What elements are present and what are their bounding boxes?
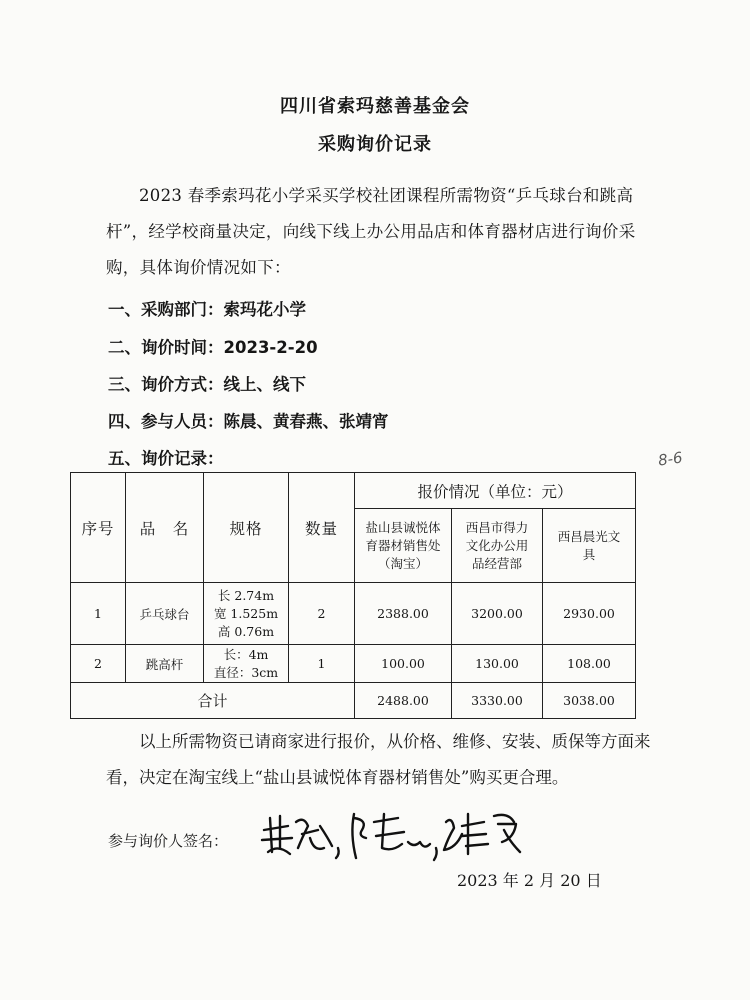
org-title: 四川省索玛慈善基金会	[280, 96, 470, 117]
cell-name: 乒乓球台	[126, 583, 204, 645]
total-label: 合计	[71, 683, 355, 719]
item-inquiry-time	[108, 334, 318, 358]
cell-spec: 长：4m 直径：3cm	[204, 645, 289, 683]
table-row	[71, 583, 636, 645]
header-name: 品 名	[126, 473, 204, 583]
header-vendor-3: 西昌晨光文 具	[543, 509, 636, 583]
item-inquiry-record	[108, 445, 224, 469]
item-value: 陈晨、黄春燕、张靖宵	[223, 412, 389, 431]
cell-price: 2930.00	[543, 583, 636, 645]
header-seq: 序号	[71, 473, 126, 583]
intro-paragraph: 2023 春季索玛花小学采买学校社团课程所需物资“乒乓球台和跳高杆”，经学校商量决定，向线下线上办公用品店和体育器材店进行询价采购，具体询价情况如下：	[106, 186, 636, 277]
cell-price: 108.00	[543, 645, 636, 683]
item-label: 五、询价记录：	[108, 449, 224, 468]
handwritten-margin-note: 8-6	[656, 448, 684, 470]
item-department	[108, 296, 306, 320]
conclusion-paragraph: 以上所需物资已请商家进行报价，从价格、维修、安装、质保等方面来看，决定在淘宝线上“盐山县诚悦体育器材销售处”购买更合理。	[106, 732, 651, 787]
total-price: 3330.00	[452, 683, 543, 719]
header-vendor-2: 西昌市得力 文化办公用 品经营部	[452, 509, 543, 583]
item-participants	[108, 408, 389, 432]
total-price: 3038.00	[543, 683, 636, 719]
cell-price: 2388.00	[355, 583, 452, 645]
header-spec: 规格	[204, 473, 289, 583]
handwritten-signatures	[258, 808, 528, 864]
header-vendor-1: 盐山县诚悦体 育器材销售处 （淘宝）	[355, 509, 452, 583]
table-row	[71, 645, 636, 683]
item-inquiry-method	[108, 371, 306, 395]
cell-qty: 1	[289, 645, 355, 683]
cell-price: 3200.00	[452, 583, 543, 645]
header-price-group: 报价情况（单位：元）	[355, 473, 636, 509]
item-label: 三、询价方式：	[108, 375, 224, 394]
item-label: 一、采购部门：	[108, 300, 224, 319]
item-value: 线上、线下	[223, 375, 306, 394]
quotation-table	[70, 472, 636, 719]
cell-seq: 1	[71, 583, 126, 645]
cell-price: 130.00	[452, 645, 543, 683]
signature-label: 参与询价人签名：	[108, 832, 229, 850]
cell-price: 100.00	[355, 645, 452, 683]
cell-spec: 长 2.74m 宽 1.525m 高 0.76m	[204, 583, 289, 645]
doc-title: 采购询价记录	[318, 134, 432, 155]
item-value: 索玛花小学	[223, 300, 306, 319]
total-row	[71, 683, 636, 719]
item-value: 2023-2-20	[223, 338, 318, 357]
cell-name: 跳高杆	[126, 645, 204, 683]
document-date: 2023 年 2 月 20 日	[457, 871, 602, 890]
cell-seq: 2	[71, 645, 126, 683]
item-label: 二、询价时间：	[108, 338, 224, 357]
header-qty: 数量	[289, 473, 355, 583]
item-label: 四、参与人员：	[108, 412, 224, 431]
cell-qty: 2	[289, 583, 355, 645]
total-price: 2488.00	[355, 683, 452, 719]
